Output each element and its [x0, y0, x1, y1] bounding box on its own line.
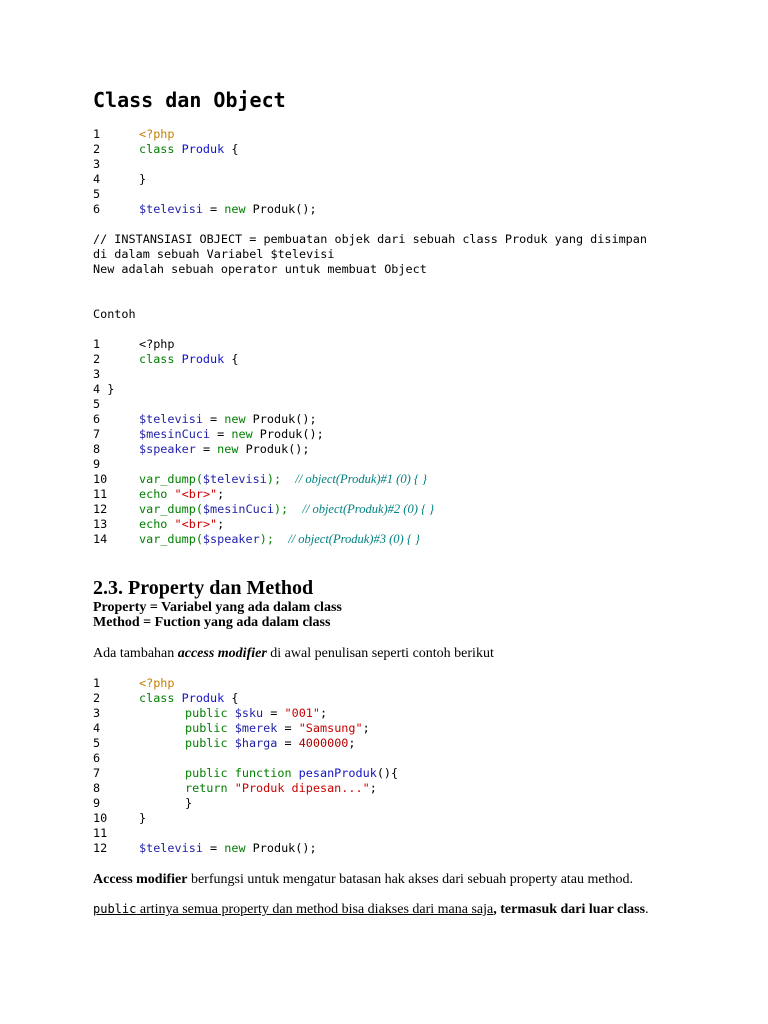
operator: = — [210, 412, 218, 426]
code-line — [139, 532, 420, 547]
underlined-text: artinya semua property dan method bisa diakses dari mana saja — [136, 902, 494, 917]
keyword: new — [217, 442, 239, 456]
function-call: var_dump( — [139, 532, 203, 546]
line-number: 7 — [93, 427, 101, 441]
semicolon: ; — [369, 781, 377, 795]
line-number: 12 — [93, 841, 108, 855]
line-number: 6 — [93, 412, 101, 426]
line-number: 2 — [93, 691, 101, 705]
constructor-call: Produk(); — [259, 427, 324, 441]
line-number: 1 — [93, 127, 101, 141]
intro-emphasis: access modifier — [177, 646, 267, 661]
php-open-tag: <?php — [139, 127, 175, 141]
semicolon: ; — [320, 706, 328, 720]
operator: = — [284, 736, 292, 750]
line-number: 5 — [93, 187, 101, 201]
code-line — [139, 172, 146, 187]
access-modifier-paragraph — [93, 872, 633, 887]
brace: { — [231, 691, 239, 705]
paren: ); — [266, 472, 282, 486]
string: "Produk dipesan..." — [234, 781, 370, 795]
code-line — [139, 502, 434, 517]
brace: } — [185, 796, 193, 810]
line-number: 4 — [93, 172, 101, 186]
brace: { — [231, 142, 239, 156]
intro-paragraph — [93, 646, 494, 661]
inline-comment: // object(Produk)#1 (0) { } — [295, 472, 428, 486]
function-name: pesanProduk — [298, 766, 377, 780]
paren: ); — [273, 502, 289, 516]
constructor-call: Produk(); — [252, 841, 317, 855]
keyword: function — [234, 766, 292, 780]
line-number: 1 — [93, 676, 101, 690]
code-line — [139, 352, 238, 367]
brace: } — [107, 382, 115, 396]
code-line — [185, 706, 327, 721]
section-heading: 2.3. Property dan Method — [93, 577, 314, 599]
contoh-label: Contoh — [93, 307, 136, 321]
paragraph-text: . — [645, 902, 649, 917]
code-line — [185, 766, 398, 781]
line-number: 11 — [93, 826, 108, 840]
keyword: new — [224, 841, 246, 855]
code-line — [139, 487, 224, 502]
line-number: 3 — [93, 367, 101, 381]
line-number: 14 — [93, 532, 108, 546]
line-number: 6 — [93, 202, 101, 216]
bold-text: , termasuk dari luar class — [493, 902, 646, 917]
string: "001" — [284, 706, 320, 720]
code-line — [185, 736, 356, 751]
bold-term: Access modifier — [93, 872, 188, 887]
string: "<br>" — [174, 487, 218, 501]
operator: = — [270, 706, 278, 720]
code-line — [139, 676, 175, 691]
line-number: 10 — [93, 472, 108, 486]
keyword: class — [139, 142, 175, 156]
code-line — [139, 142, 238, 157]
semicolon: ; — [362, 721, 370, 735]
comment-line: New adalah sebuah operator untuk membuat Object — [93, 262, 427, 276]
line-number: 4 — [93, 721, 101, 735]
constructor-call: Produk(); — [252, 412, 317, 426]
class-name: Produk — [181, 691, 225, 705]
keyword: class — [139, 352, 175, 366]
brace: } — [139, 172, 147, 186]
line-number: 7 — [93, 766, 101, 780]
line-number: 11 — [93, 487, 108, 501]
code-line — [139, 412, 317, 427]
variable: $harga — [234, 736, 278, 750]
keyword: return — [185, 781, 228, 795]
keyword: class — [139, 691, 175, 705]
line-number: 3 — [93, 706, 101, 720]
comment-line: // INSTANSIASI OBJECT = pembuatan objek dari sebuah class Produk yang disimpan — [93, 232, 647, 246]
definition-method: Method = Fuction yang ada dalam class — [93, 615, 331, 630]
class-name: Produk — [181, 142, 225, 156]
code-line — [139, 841, 317, 856]
operator: = — [284, 721, 292, 735]
line-number: 3 — [93, 157, 101, 171]
code-line — [185, 796, 192, 811]
line-number: 1 — [93, 337, 101, 351]
semicolon: ; — [217, 517, 225, 531]
code-line — [139, 472, 427, 487]
keyword: new — [231, 427, 253, 441]
code-line — [139, 691, 238, 706]
line-number: 5 — [93, 736, 101, 750]
keyword: public — [185, 721, 228, 735]
operator: = — [210, 841, 218, 855]
function-call: var_dump( — [139, 502, 203, 516]
code-line — [139, 427, 324, 442]
inline-comment: // object(Produk)#3 (0) { } — [288, 532, 420, 546]
function-call: var_dump( — [139, 472, 203, 486]
inline-code: public — [93, 902, 137, 916]
operator: = — [202, 442, 211, 456]
line-number: 8 — [93, 781, 101, 795]
keyword: echo — [139, 487, 168, 501]
public-paragraph — [93, 902, 649, 917]
php-open-tag: <?php — [139, 676, 175, 690]
constructor-call: Produk(); — [245, 442, 310, 456]
line-number: 2 — [93, 142, 101, 156]
line-number: 12 — [93, 502, 108, 516]
definition-property: Property = Variabel yang ada dalam class — [93, 600, 342, 615]
keyword: public — [185, 736, 228, 750]
keyword: new — [224, 202, 246, 216]
variable: $televisi — [139, 202, 203, 216]
comment-line: di dalam sebuah Variabel $televisi — [93, 247, 335, 261]
paren: (){ — [376, 766, 399, 780]
line-number: 8 — [93, 442, 101, 456]
line-number: 2 — [93, 352, 101, 366]
variable: $merek — [234, 721, 278, 735]
operator: = — [210, 202, 218, 216]
semicolon: ; — [217, 487, 225, 501]
brace: } — [139, 811, 147, 825]
php-open-tag: <?php — [139, 337, 175, 351]
line-number: 9 — [93, 796, 101, 810]
keyword: public — [185, 706, 228, 720]
variable: $sku — [234, 706, 264, 720]
code-line — [185, 781, 377, 796]
variable: $mesinCuci — [139, 427, 211, 441]
line-number: 9 — [93, 457, 101, 471]
number: 4000000 — [298, 736, 349, 750]
line-number: 10 — [93, 811, 108, 825]
semicolon: ; — [348, 736, 356, 750]
brace: { — [231, 352, 239, 366]
variable: $mesinCuci — [202, 502, 274, 516]
line-number: 5 — [93, 397, 101, 411]
variable: $speaker — [202, 532, 260, 546]
constructor-call: Produk(); — [252, 202, 317, 216]
code-line — [139, 442, 310, 457]
string: "<br>" — [174, 517, 218, 531]
code-line — [139, 202, 317, 217]
code-line — [139, 127, 175, 142]
keyword: echo — [139, 517, 168, 531]
class-name: Produk — [181, 352, 225, 366]
string: "Samsung" — [298, 721, 363, 735]
paragraph-text: berfungsi untuk mengatur batasan hak akses dari sebuah property atau method. — [187, 872, 634, 887]
variable: $televisi — [139, 412, 203, 426]
keyword: new — [224, 412, 246, 426]
intro-text: di awal penulisan seperti contoh berikut — [266, 646, 494, 661]
line-number: 13 — [93, 517, 108, 531]
operator: = — [217, 427, 225, 441]
variable: $televisi — [139, 841, 203, 855]
line-number: 4 — [93, 382, 101, 396]
variable: $televisi — [202, 472, 267, 486]
keyword: public — [185, 766, 228, 780]
intro-text: Ada tambahan — [93, 646, 178, 661]
line-number: 6 — [93, 751, 101, 765]
inline-comment: // object(Produk)#2 (0) { } — [302, 502, 435, 516]
code-line — [139, 337, 175, 352]
page-title: Class dan Object — [93, 88, 286, 112]
code-line — [93, 382, 114, 397]
variable: $speaker — [139, 442, 196, 456]
paren: ); — [259, 532, 274, 546]
code-line — [139, 517, 224, 532]
code-line — [185, 721, 370, 736]
code-line — [139, 811, 146, 826]
